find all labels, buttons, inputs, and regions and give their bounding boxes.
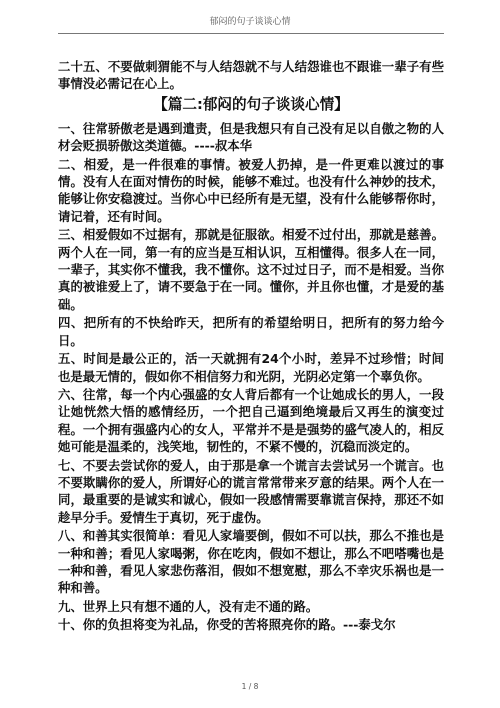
paragraph-item-8: 八、和善其实很简单：看见人家墙要倒，假如不可以扶，那么不推也是一种和善；看见人家喝粥，你在吃肉，假如不想让，那么不吧嗒嘴也是一种和善，看见人家悲伤落泪，假如不想宽慰，那么不幸灾乐祸也是一种和善。 [58,528,444,596]
paragraph-item-4: 四、把所有的不快给昨天，把所有的希望给明日，把所有的努力给今日。 [58,315,444,348]
page-number: 1 / 8 [241,682,259,691]
paragraph-item-9: 九、世界上只有想不通的人，没有走不通的路。 [58,598,319,614]
paragraph-item-10: 十、你的负担将变为礼品，你受的苦将照亮你的路。---泰戈尔 [58,617,396,633]
document-body [58,58,444,635]
header-title: 郁闷的句子谈谈心情 [209,17,291,27]
paragraph-item-2: 二、相爱，是一件很难的事情。被爱人扔掉，是一件更难以渡过的事情。没有人在面对情伤的时候，能够不难过。也没有什么神妙的技术，能够让你安稳渡过。当你心中已经所有是无望，没有什么能够帮你时，请记着，还有时间。 [58,156,444,224]
paragraph-item-7: 七、不要去尝试你的爱人，由于那是拿一个谎言去尝试另一个谎言。也不要欺瞒你的爱人，所谓好心的谎言常常带来歹意的结果。两个人在一同，最重要的是诚实和诚心，假如一段感情需要靠谎言保持，那还不如趁早分手。爱情生于真切，死于虚伪。 [58,457,444,525]
paragraph-item-3: 三、相爱假如不过据有，那就是征服欲。相爱不过付出，那就是慈善。两个人在一同，第一有的应当是互相认识，互相懂得。很多人在一同，一辈子，其实你不懂我，我不懂你。这不过过日子，而不是相爱。当你真的被谁爱上了，请不要急于在一同。懂你，并且你也懂，才是爱的基础。 [58,227,444,312]
paragraph-item-5: 五、时间是最公正的，活一天就拥有24个小时，差异不过珍惜；时间也是最无情的，假如你不相信努力和光阴，光阴必定第一个辜负你。 [58,351,444,384]
page-header [0,0,500,40]
section-heading: 【篇二:郁闷的句子谈谈心情】 [153,95,349,113]
paragraph-item-6: 六、往常，每一个内心强盛的女人背后都有一个让她成长的男人，一段让她恍然大悟的感情经历，一个把自己逼到绝境最后又再生的演变过程。一个拥有强盛内心的女人，平常并不是是强势的盛气凌人的，相反她可能是温柔的，浅笑地，韧性的，不紧不慢的，沉稳而淡定的。 [58,386,444,455]
paragraph-item-1: 一、往常骄傲老是遇到遣责，但是我想只有自己没有足以自傲之物的人材会贬损骄傲这类道德。----叔本华 [58,120,444,154]
header-rule [58,33,444,34]
paragraph-intro: 二十五、不要做刺猬能不与人结怨就不与人结怨谁也不跟谁一辈子有些事情没必需记在心上。 [58,59,444,92]
